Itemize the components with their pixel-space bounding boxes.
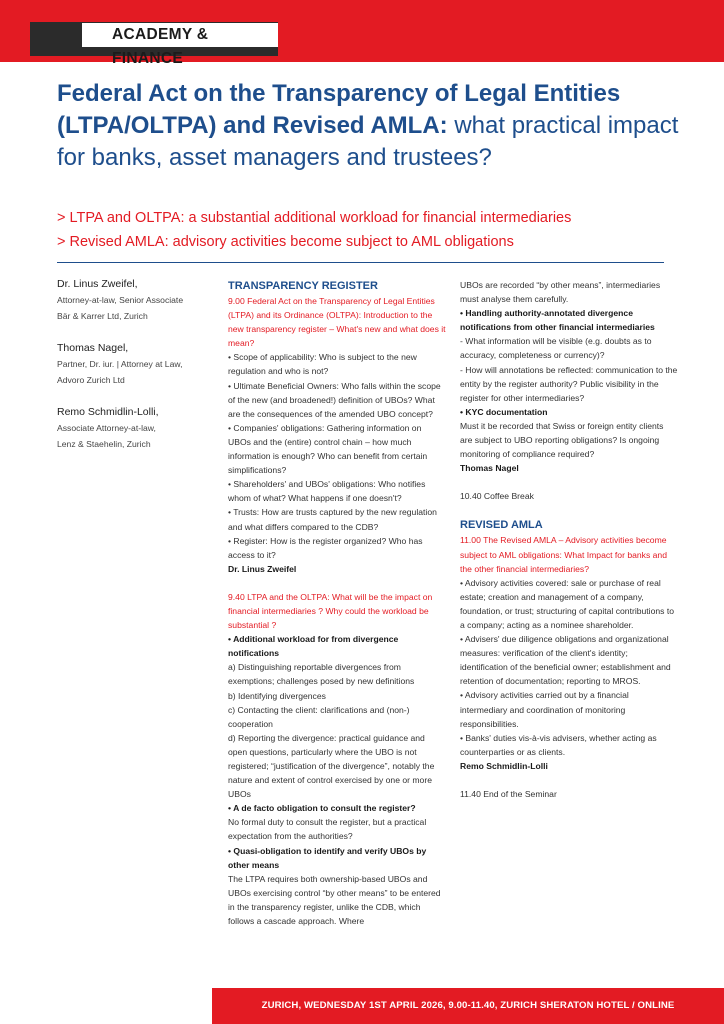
subtitle-amla: > Revised AMLA: advisory activities become subject to AML obligations xyxy=(57,234,514,250)
session-title-940: 9.40 LTPA and the OLTPA: What will be the impact on financial intermediaries ? Why could the workload be substantial ? xyxy=(228,591,433,631)
subheading: • A de facto obligation to consult the register? xyxy=(228,803,416,814)
subtitles xyxy=(57,206,697,254)
footer-event-info: ZURICH, WEDNESDAY 1ST APRIL 2026, 9.00-11.40, ZURICH SHERATON HOTEL / ONLINE xyxy=(212,988,724,1024)
list-item: • Advisory activities carried out by a financial intermediary and coordination of monitoring responsibilities. xyxy=(460,690,629,729)
list-item: • Ultimate Beneficial Owners: Who falls within the scope of the new (and broadened!) definition of UBOs? What are the consequences of the amended UBO concept? xyxy=(228,380,441,419)
list-item: b) Identifying divergences xyxy=(228,690,326,701)
subheading: • Handling authority-annotated divergence notifications from other financial intermediaries xyxy=(460,308,655,333)
list-item: - What information will be visible (e.g. doubts as to accuracy, completeness or currency)? xyxy=(460,336,652,361)
title-regular: what practical impact for banks, asset managers and trustees? xyxy=(57,112,679,171)
subheading: • Additional workload for from divergence notifications xyxy=(228,634,399,659)
list-item: • Advisory activities covered: sale or purchase of real estate; creation and management of a company, foundation, or trust; structuring of capital contributions to a company; acting as a nominee shareholder. xyxy=(460,577,675,630)
speaker-item xyxy=(57,404,217,452)
title-bold: Federal Act on the Transparency of Legal Entities (LTPA/OLTPA) and Revised AMLA: xyxy=(57,80,621,139)
subheading: • KYC documentation xyxy=(460,406,548,417)
list-item: - How will annotations be reflected: communication to the entity by the register authority? Public visibility in the register for other intermediaries? xyxy=(460,364,678,403)
speaker-name: Remo Schmidlin-Lolli, xyxy=(57,406,159,418)
brand-name: ACADEMY & FINANCE xyxy=(82,23,278,47)
session-speaker: Remo Schmidlin-Lolli xyxy=(460,760,548,771)
divider xyxy=(57,262,664,263)
list-item: a) Distinguishing reportable divergences from exemptions; challenges posed by new definitions xyxy=(228,662,415,687)
list-item: • Trusts: How are trusts captured by the new regulation and what differs compared to the CDB? xyxy=(228,507,437,532)
session-title-1100: 11.00 The Revised AMLA – Advisory activities become subject to AML obligations: What Impact for banks and the other financial intermediaries? xyxy=(460,535,667,574)
program-column-1 xyxy=(228,278,446,928)
session-speaker: Thomas Nagel xyxy=(460,463,519,474)
list-item: c) Contacting the client: clarifications and (non-) cooperation xyxy=(228,704,410,729)
list-item: • Companies' obligations: Gathering information on UBOs and the (entire) control chain – how much information is enough? Who can benefit from certain simplifications? xyxy=(228,422,428,476)
list-item: d) Reporting the divergence: practical guidance and open questions, particularly where the UBO is not registered; “justification of the divergence”, notably the nature and extent of control exercised by one or more UBOs xyxy=(228,732,435,800)
session-speaker: Dr. Linus Zweifel xyxy=(228,563,297,574)
page-title xyxy=(57,78,697,174)
speaker-role: Associate Attorney-at-law, xyxy=(57,423,156,433)
list-item: • Register: How is the register organized? Who has access to it? xyxy=(228,535,423,560)
paragraph: Must it be recorded that Swiss or foreign entity clients are subject to UBO reporting obligations? Is ongoing monitoring of compliance required? xyxy=(460,420,664,460)
section-title-transparency: TRANSPARENCY REGISTER xyxy=(228,280,378,292)
paragraph: The LTPA requires both ownership-based UBOs and UBOs exercising control “by other means” to be entered in the transparency register, unlike the CDB, which follows a cascade approach. Where xyxy=(228,873,441,927)
section-title-amla: REVISED AMLA xyxy=(460,519,543,532)
speaker-role: Attorney-at-law, Senior Associate xyxy=(57,295,184,305)
paragraph: No formal duty to consult the register, but a practical expectation from the authorities? xyxy=(228,817,427,842)
speaker-name: Dr. Linus Zweifel, xyxy=(57,278,138,290)
subtitle-ltpa: > LTPA and OLTPA: a substantial additional workload for financial intermediaries xyxy=(57,210,572,226)
speaker-list xyxy=(57,276,217,468)
session-title-900: 9.00 Federal Act on the Transparency of Legal Entities (LTPA) and its Ordinance (OLTPA): Introduction to the new transparency register – What's new and what does it mean? xyxy=(228,296,446,349)
list-item: • Banks' duties vis-à-vis advisers, whether acting as counterparties or as clients. xyxy=(460,732,657,757)
coffee-break: 10.40 Coffee Break xyxy=(460,491,534,502)
speaker-company: Bär & Karrer Ltd, Zurich xyxy=(57,311,148,321)
program-column-2 xyxy=(460,278,678,801)
subheading: • Quasi-obligation to identify and verify UBOs by other means xyxy=(228,845,427,870)
paragraph: UBOs are recorded “by other means”, intermediaries must analyse them carefully. xyxy=(460,280,661,305)
list-item: • Shareholders' and UBOs' obligations: Who notifies whom of what? What happens if one doesn't? xyxy=(228,479,426,504)
speaker-name: Thomas Nagel, xyxy=(57,342,129,354)
list-item: • Scope of applicability: Who is subject to the new regulation and who is not? xyxy=(228,352,417,377)
seminar-end: 11.40 End of the Seminar xyxy=(460,789,557,799)
speaker-role: Partner, Dr. iur. | Attorney at Law, xyxy=(57,359,183,369)
speaker-company: Advoro Zurich Ltd xyxy=(57,375,125,385)
list-item: • Advisers' due diligence obligations and organizational measures: verification of the client's identity; identification of the beneficial owner; establishment and retention of documentation; reporting to MROS. xyxy=(460,634,671,687)
speaker-item xyxy=(57,340,217,388)
speaker-company: Lenz & Staehelin, Zurich xyxy=(57,439,151,449)
brand-logo xyxy=(30,22,278,67)
speaker-item xyxy=(57,276,217,324)
